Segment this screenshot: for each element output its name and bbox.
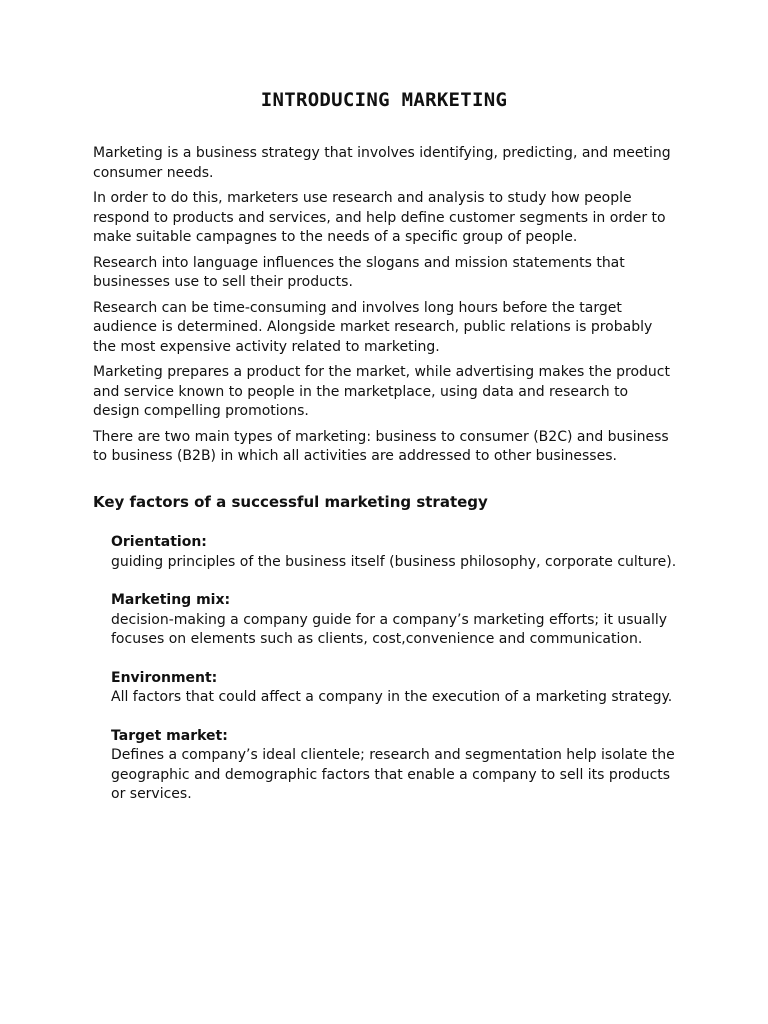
factor-description: guiding principles of the business itself (business philosophy, corporate culture). <box>111 553 677 570</box>
factor-term: Orientation: <box>111 534 207 550</box>
paragraph: Marketing prepares a product for the market, while advertising makes the product and service known to people in the marketplace, using data and research to design compelling promotions. <box>93 364 670 419</box>
paragraph: Research can be time-consuming and involves long hours before the target audience is determined. Alongside market research, public relations is probably the most expensive activity related to marketing. <box>93 299 653 355</box>
page-title: INTRODUCING MARKETING <box>260 89 508 111</box>
factor-term: Environment: <box>111 669 218 686</box>
intro-section <box>93 144 678 473</box>
paragraph: Marketing is a business strategy that involves identifying, predicting, and meeting consumer needs. <box>93 145 671 181</box>
section-heading: Key factors of a successful marketing strategy <box>93 493 488 511</box>
factor-term: Target market: <box>111 727 228 744</box>
factor-item-target-market <box>111 727 681 805</box>
factor-description: decision-making a company guide for a company’s marketing efforts; it usually focuses on elements such as clients, cost,convenience and communication. <box>111 611 668 647</box>
paragraph: In order to do this, marketers use research and analysis to study how people respond to products and services, and help define customer segments in order to make suitable campagnes to the needs of a specific group of people. <box>93 190 666 245</box>
factor-item-marketing-mix <box>111 591 681 650</box>
factor-description: Defines a company’s ideal clientele; research and segmentation help isolate the geographic and demographic factors that enable a company to sell its products or services. <box>111 747 675 802</box>
factor-item-environment <box>111 669 681 708</box>
factors-list <box>111 533 681 824</box>
paragraph: There are two main types of marketing: business to consumer (B2C) and business to business (B2B) in which all activities are addressed to other businesses. <box>93 428 669 464</box>
paragraph: Research into language influences the slogans and mission statements that businesses use to sell their products. <box>93 254 625 290</box>
factor-term: Marketing mix: <box>111 592 231 608</box>
factor-description: All factors that could affect a company in the execution of a marketing strategy. <box>111 689 673 705</box>
factor-item-orientation <box>111 533 681 572</box>
